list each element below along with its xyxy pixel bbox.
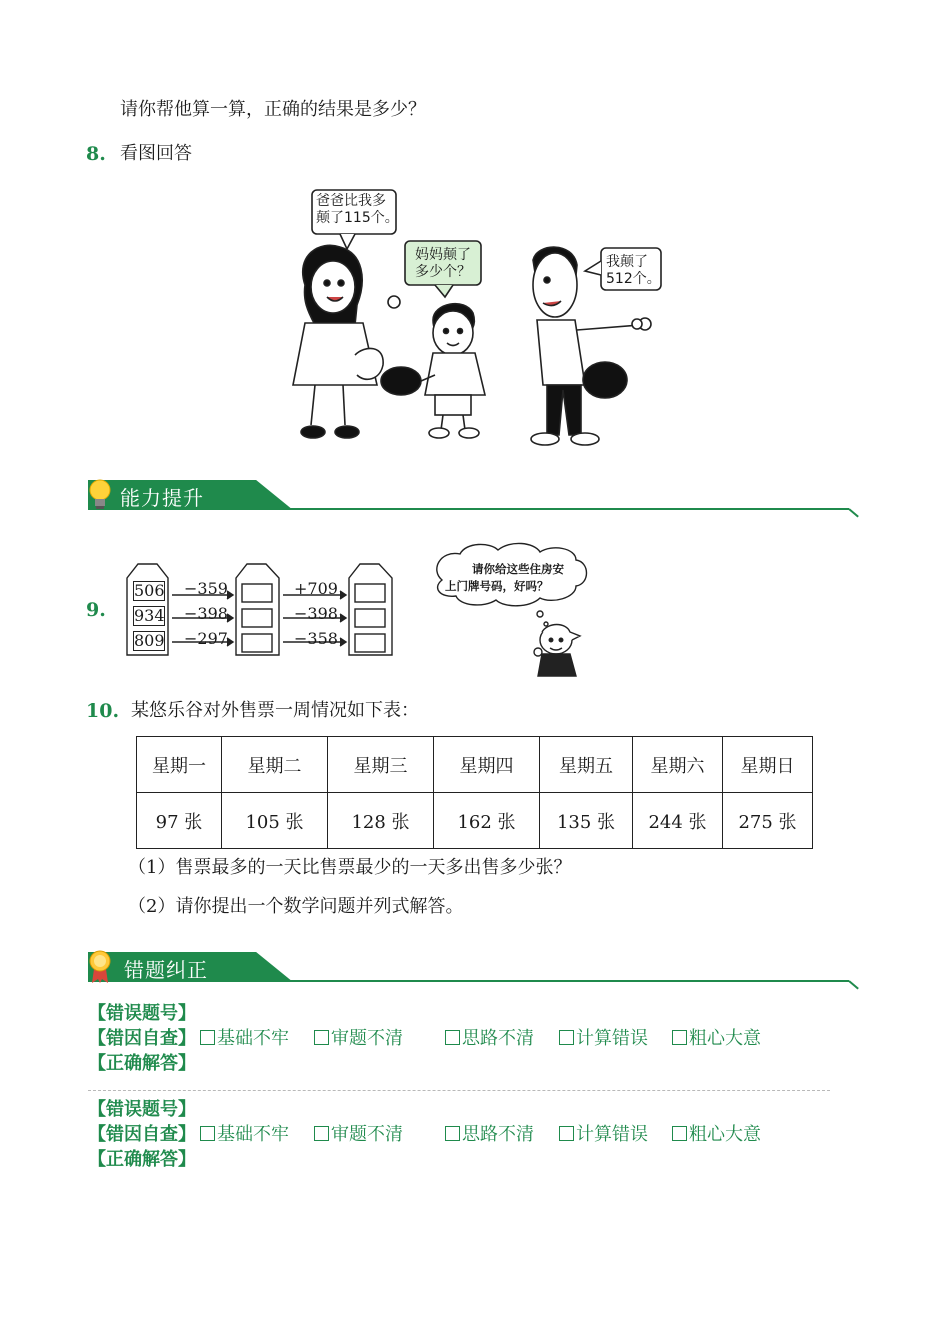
op1-label: −359 [184,579,228,598]
table-cell: 135 张 [540,793,633,849]
q10-text: 某悠乐谷对外售票一周情况如下表： [131,700,419,721]
bubble-boy [415,247,471,281]
bubble-man [606,254,661,288]
table-cell: 105 张 [222,793,328,849]
q8-number: 8. [86,143,106,165]
bubble-girl [316,193,399,227]
checkbox-icon[interactable] [200,1126,215,1141]
bubble-girl-line1: 爸爸比我多 [316,193,386,209]
option-shenti[interactable] [314,1027,403,1051]
checkbox-icon[interactable] [672,1030,687,1045]
checkbox-icon[interactable] [314,1030,329,1045]
table-cell: 162 张 [434,793,540,849]
option-label: 计算错误 [576,1028,648,1049]
table-header-cell: 星期四 [434,737,540,793]
bubble-boy-line1: 妈妈颠了 [415,247,471,263]
checkbox-icon[interactable] [200,1030,215,1045]
op2-label: −358 [294,629,338,648]
section-errors-title: 错题纠正 [124,958,208,982]
house1-number: 809 [134,631,165,650]
option-silu[interactable] [445,1123,534,1147]
medal-icon [86,949,114,985]
op2-label: +709 [294,579,338,598]
review-number-row [88,1098,196,1123]
q9-speech-line2: 上门牌号码，好吗？ [445,579,549,593]
review-block-2 [88,1098,761,1173]
option-label: 粗心大意 [689,1028,761,1049]
ticket-table [136,736,813,849]
dashed-divider [88,1090,830,1091]
table-header-cell: 星期三 [328,737,434,793]
table-cell: 97 张 [137,793,222,849]
section-ability-banner [62,480,862,510]
option-label: 审题不清 [331,1028,403,1049]
option-jisuan[interactable] [559,1123,648,1147]
option-label: 计算错误 [576,1124,648,1145]
review-reason-label: 【错因自查】 [88,1028,196,1049]
review-number-label: 【错误题号】 [88,1003,196,1024]
option-jichu[interactable] [200,1027,289,1051]
lightbulb-icon [86,478,114,512]
section-errors-rule-end [848,980,858,989]
house1-number: 506 [134,581,165,600]
q10-sub2: （2）请你提出一个数学问题并列式解答。 [128,896,464,917]
option-cuxin[interactable] [672,1027,761,1051]
table-header-cell: 星期五 [540,737,633,793]
table-cell: 275 张 [723,793,813,849]
review-block-1 [88,1002,761,1077]
table-row [137,793,813,849]
q10-sub1: （1）售票最多的一天比售票最少的一天多出售多少张？ [128,857,572,878]
q9-speech-line1: 请你给这些住房安 [472,562,564,576]
q8-text: 看图回答 [120,143,192,164]
house1-numbers [133,581,165,651]
intro-line: 请你帮他算一算，正确的结果是多少？ [120,99,426,120]
checkbox-icon[interactable] [445,1030,460,1045]
table-cell: 128 张 [328,793,434,849]
checkbox-icon[interactable] [672,1126,687,1141]
review-reason-label: 【错因自查】 [88,1124,196,1145]
review-answer-label: 【正确解答】 [88,1053,196,1074]
table-header-cell: 星期二 [222,737,328,793]
checkbox-icon[interactable] [559,1030,574,1045]
option-label: 审题不清 [331,1124,403,1145]
op1-label: −398 [184,604,228,623]
section-ability-rule-end [848,508,858,517]
review-reason-row [88,1027,761,1052]
option-jisuan[interactable] [559,1027,648,1051]
table-header-row [137,737,813,793]
review-answer-row [88,1148,196,1173]
option-silu[interactable] [445,1027,534,1051]
q9-houses-diagram [124,558,399,660]
house1-number: 934 [134,606,165,625]
q9-number: 9. [86,599,106,621]
option-label: 粗心大意 [689,1124,761,1145]
option-label: 思路不清 [462,1124,534,1145]
option-jichu[interactable] [200,1123,289,1147]
review-answer-label: 【正确解答】 [88,1149,196,1170]
table-header-cell: 星期六 [633,737,723,793]
review-number-row [88,1002,196,1027]
review-number-label: 【错误题号】 [88,1099,196,1120]
option-label: 思路不清 [462,1028,534,1049]
ops2-labels [294,576,338,651]
bubble-boy-line2: 多少个？ [415,264,471,280]
op1-label: −297 [184,629,228,648]
op2-label: −398 [294,604,338,623]
review-answer-row [88,1052,196,1077]
checkbox-icon[interactable] [445,1126,460,1141]
checkbox-icon[interactable] [314,1126,329,1141]
bubble-man-line2: 512个。 [606,271,661,287]
option-label: 基础不牢 [217,1028,289,1049]
bubble-girl-line2: 颠了115个。 [316,210,399,226]
option-shenti[interactable] [314,1123,403,1147]
option-label: 基础不牢 [217,1124,289,1145]
table-header-cell: 星期日 [723,737,813,793]
table-cell: 244 张 [633,793,723,849]
checkbox-icon[interactable] [559,1126,574,1141]
section-errors-banner [62,952,862,982]
q10-number: 10. [86,700,120,722]
table-header-cell: 星期一 [137,737,222,793]
review-reason-row [88,1123,761,1148]
option-cuxin[interactable] [672,1123,761,1147]
section-ability-rule [255,508,849,510]
section-errors-rule [255,980,849,982]
bubble-man-line1: 我颠了 [606,254,648,270]
ops1-labels [184,576,228,651]
section-ability-title: 能力提升 [120,486,204,510]
q9-speech-text [445,561,564,595]
